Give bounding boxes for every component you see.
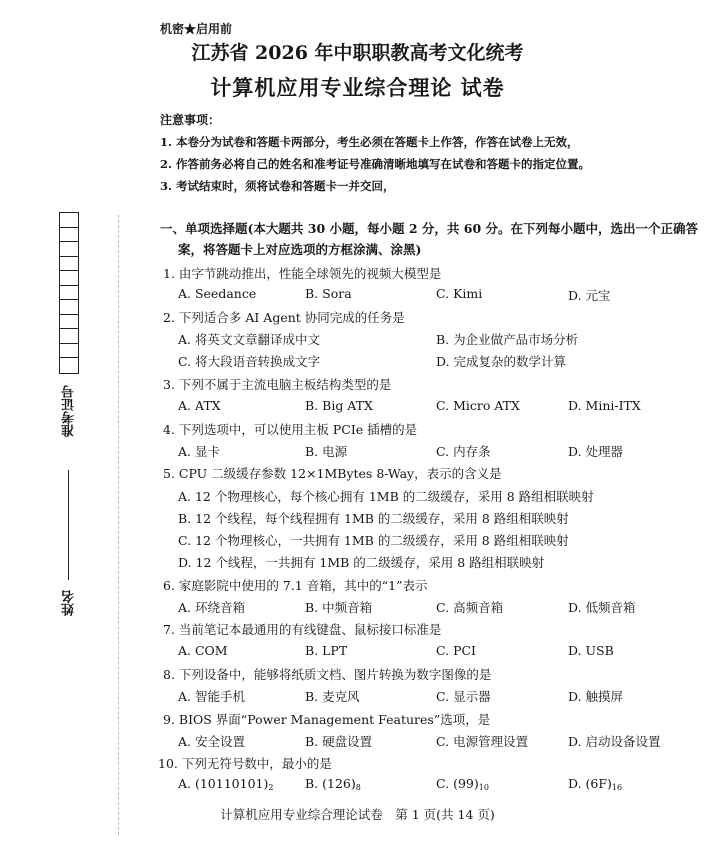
option-d: D. USB: [568, 643, 614, 658]
exam-id-label: 准考证号: [62, 385, 77, 437]
option-a: A. 将英文文章翻译成中文: [178, 332, 320, 347]
option-d: D. $(6F)_{16}$: [568, 776, 623, 792]
option-b: B. 12 个线程，每个线程拥有 1MB 的二级缓存，采用 8 路组相联映射: [178, 511, 569, 526]
question-stem: 6. 家庭影院中使用的 7.1 音箱，其中的“1”表示: [163, 578, 428, 593]
option-a: A. COM: [178, 643, 228, 658]
option-d: D. Mini-ITX: [568, 398, 641, 413]
page-footer: 计算机应用专业综合理论试卷 第 1 页(共 14 页): [220, 807, 495, 822]
option-c: C. Micro ATX: [436, 398, 520, 413]
question-stem: 9. BIOS 界面“Power Management Features”选项，是: [163, 712, 491, 727]
question-stem: 8. 下列设备中，能够将纸质文档、图片转换为数字图像的是: [163, 667, 492, 682]
question-stem: 10. 下列无符号数中，最小的是: [158, 756, 332, 771]
option-b: B. 为企业做产品市场分析: [436, 332, 579, 347]
question-stem: 3. 下列不属于主流电脑主板结构类型的是: [163, 377, 392, 392]
question-stem: 5. CPU 二级缓存参数 12×1MBytes 8-Way，表示的含义是: [163, 466, 502, 481]
option-a: A. 安全设置: [178, 734, 245, 749]
option-b: B. $(126)_8$: [305, 776, 361, 792]
option-d: D. 完成复杂的数学计算: [436, 354, 567, 369]
option-a: A. 智能手机: [178, 689, 245, 704]
option-d: D. 处理器: [568, 444, 624, 459]
exam-id-grid: [59, 212, 79, 374]
option-d: D. 启动设备设置: [568, 734, 661, 749]
note-item: 1. 本卷分为试卷和答题卡两部分，考生必须在答题卡上作答，作答在试卷上无效，: [160, 135, 579, 149]
section-heading-cont: 案，将答题卡上对应选项的方框涂满、涂黑): [178, 242, 422, 257]
section-heading: 一、单项选择题(本大题共 30 小题，每小题 2 分，共 60 分。在下列每小题中，选出一个正确答: [160, 221, 699, 236]
option-a: A. 环绕音箱: [178, 600, 245, 615]
option-a: A. $(10110101)_2$: [178, 776, 274, 792]
option-c: C. 12 个物理核心，一共拥有 1MB 的二级缓存，采用 8 路组相联映射: [178, 533, 569, 548]
question-stem: 7. 当前笔记本最通用的有线键盘、鼠标接口标准是: [163, 622, 442, 637]
option-b: B. 电源: [305, 444, 348, 459]
option-c: C. 显示器: [436, 689, 491, 704]
option-d: D. 触摸屏: [568, 689, 624, 704]
option-a: A. Seedance: [178, 286, 257, 301]
option-d: D. 12 个线程，一共拥有 1MB 的二级缓存，采用 8 路组相联映射: [178, 555, 545, 570]
question-stem: 4. 下列选项中，可以使用主板 PCIe 插槽的是: [163, 422, 418, 437]
option-c: C. $(99)_{10}$: [436, 776, 489, 792]
exam-title: 江苏省 2026 年中职职教高考文化统考: [191, 42, 524, 64]
note-item: 2. 作答前务必将自己的姓名和准考证号准确清晰地填写在试卷和答题卡的指定位置。: [160, 157, 591, 171]
option-c: C. 高频音箱: [436, 600, 504, 615]
option-c: C. PCI: [436, 643, 476, 658]
option-b: B. 中频音箱: [305, 600, 373, 615]
option-b: B. Big ATX: [305, 398, 373, 413]
option-d: D. 低频音箱: [568, 600, 636, 615]
option-d: D. 元宝: [568, 288, 611, 303]
option-b: B. Sora: [305, 286, 352, 301]
option-a: A. 显卡: [178, 444, 220, 459]
note-item: 3. 考试结束时，须将试卷和答题卡一并交回，: [160, 179, 395, 193]
option-a: A. ATX: [178, 398, 221, 413]
notes-heading: 注意事项：: [160, 113, 221, 127]
option-b: B. 麦克风: [305, 689, 360, 704]
option-a: A. 12 个物理核心，每个核心拥有 1MB 的二级缓存，采用 8 路组相联映射: [178, 489, 594, 504]
name-write-line: [68, 470, 69, 580]
question-stem: 1. 由字节跳动推出，性能全球领先的视频大模型是: [163, 266, 442, 281]
name-label: 姓名: [62, 590, 77, 616]
question-stem: 2. 下列适合多 AI Agent 协同完成的任务是: [163, 310, 405, 325]
option-c: C. 将大段语音转换成文字: [178, 354, 321, 369]
option-b: B. 硬盘设置: [305, 734, 373, 749]
option-c: C. 内存条: [436, 444, 491, 459]
option-c: C. 电源管理设置: [436, 734, 529, 749]
option-c: C. Kimi: [436, 286, 483, 301]
binding-line: [118, 215, 119, 835]
paper-title: 计算机应用专业综合理论 试卷: [210, 75, 505, 100]
confidential-label: 机密★启用前: [160, 22, 233, 36]
option-b: B. LPT: [305, 643, 348, 658]
